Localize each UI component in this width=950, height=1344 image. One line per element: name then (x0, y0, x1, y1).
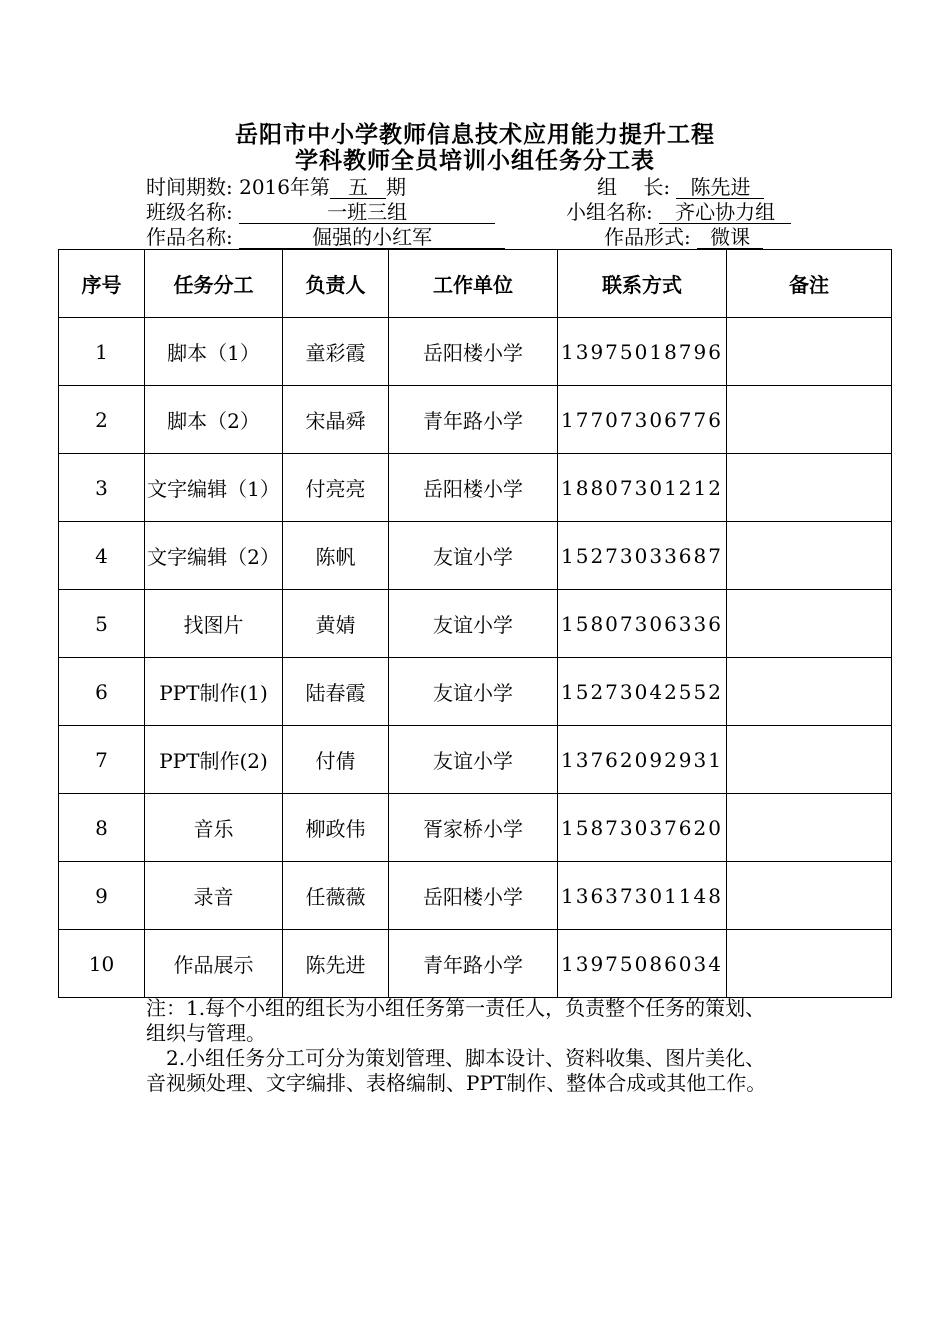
cell-note (727, 522, 892, 590)
cell-person: 陈先进 (283, 930, 389, 998)
cell-unit: 岳阳楼小学 (389, 862, 558, 930)
cell-note (727, 862, 892, 930)
cell-phone: 13975018796 (558, 318, 727, 386)
cell-unit: 青年路小学 (389, 386, 558, 454)
class-value: 一班三组 (239, 202, 495, 224)
period-value: 五 (330, 177, 386, 199)
table-row (59, 658, 892, 726)
table-row (59, 318, 892, 386)
work-value: 倔强的小红军 (239, 227, 505, 249)
cell-unit: 友谊小学 (389, 726, 558, 794)
cell-person: 任薇薇 (283, 862, 389, 930)
cell-no: 7 (59, 726, 145, 794)
cell-unit: 友谊小学 (389, 522, 558, 590)
cell-phone: 13975086034 (558, 930, 727, 998)
cell-note (727, 726, 892, 794)
cell-no: 1 (59, 318, 145, 386)
cell-task: PPT制作(1) (145, 658, 283, 726)
period-suffix: 期 (386, 175, 407, 199)
work-field (146, 225, 505, 249)
leader-label: 组 长: (597, 175, 671, 199)
form-field (604, 225, 763, 249)
cell-task: 作品展示 (145, 930, 283, 998)
cell-phone: 13637301148 (558, 862, 727, 930)
cell-no: 6 (59, 658, 145, 726)
note-line: 2.小组任务分工可分为策划管理、脚本设计、资料收集、图片美化、 (146, 1046, 766, 1070)
cell-person: 付亮亮 (283, 454, 389, 522)
cell-no: 3 (59, 454, 145, 522)
table-row (59, 590, 892, 658)
table-row (59, 862, 892, 930)
cell-task: 找图片 (145, 590, 283, 658)
header-unit: 工作单位 (389, 250, 558, 318)
cell-person: 陆春霞 (283, 658, 389, 726)
cell-phone: 15873037620 (558, 794, 727, 862)
header-person: 负责人 (283, 250, 389, 318)
cell-task: 文字编辑（1） (145, 454, 283, 522)
document-subtitle: 学科教师全员培训小组任务分工表 (295, 147, 655, 174)
table-row (59, 930, 892, 998)
cell-unit: 胥家桥小学 (389, 794, 558, 862)
note-line: 注：1.每个小组的组长为小组任务第一责任人，负责整个任务的策划、 (146, 996, 766, 1020)
cell-task: 录音 (145, 862, 283, 930)
header-no: 序号 (59, 250, 145, 318)
cell-no: 8 (59, 794, 145, 862)
cell-no: 4 (59, 522, 145, 590)
cell-note (727, 454, 892, 522)
cell-phone: 15807306336 (558, 590, 727, 658)
table-row (59, 386, 892, 454)
group-field (566, 200, 791, 224)
leader-value: 陈先进 (676, 177, 764, 199)
cell-phone: 17707306776 (558, 386, 727, 454)
cell-unit: 友谊小学 (389, 590, 558, 658)
cell-task: 文字编辑（2） (145, 522, 283, 590)
cell-no: 2 (59, 386, 145, 454)
cell-person: 陈帆 (283, 522, 389, 590)
cell-person: 宋晶舜 (283, 386, 389, 454)
class-field (146, 200, 495, 224)
table-row (59, 522, 892, 590)
cell-unit: 岳阳楼小学 (389, 318, 558, 386)
table-row (59, 794, 892, 862)
task-table (58, 249, 892, 998)
form-value: 微课 (697, 227, 763, 249)
cell-task: 脚本（1） (145, 318, 283, 386)
table-header-row (59, 250, 892, 318)
cell-phone: 15273033687 (558, 522, 727, 590)
cell-phone: 13762092931 (558, 726, 727, 794)
table-row (59, 726, 892, 794)
cell-unit: 友谊小学 (389, 658, 558, 726)
header-phone: 联系方式 (558, 250, 727, 318)
cell-note (727, 318, 892, 386)
group-label: 小组名称: (566, 200, 653, 224)
table-row (59, 454, 892, 522)
cell-person: 付倩 (283, 726, 389, 794)
cell-phone: 15273042552 (558, 658, 727, 726)
cell-task: 音乐 (145, 794, 283, 862)
leader-field (597, 175, 764, 199)
header-task: 任务分工 (145, 250, 283, 318)
cell-no: 9 (59, 862, 145, 930)
cell-phone: 18807301212 (558, 454, 727, 522)
period-field (146, 175, 406, 199)
cell-unit: 青年路小学 (389, 930, 558, 998)
note-line: 音视频处理、文字编排、表格编制、PPT制作、整体合成或其他工作。 (146, 1071, 767, 1095)
cell-note (727, 590, 892, 658)
cell-note (727, 794, 892, 862)
period-year: 2016年第 (239, 175, 331, 199)
form-label: 作品形式: (604, 225, 691, 249)
cell-no: 5 (59, 590, 145, 658)
cell-no: 10 (59, 930, 145, 998)
cell-unit: 岳阳楼小学 (389, 454, 558, 522)
cell-person: 黄婧 (283, 590, 389, 658)
cell-note (727, 658, 892, 726)
cell-person: 童彩霞 (283, 318, 389, 386)
notes-section (146, 996, 846, 1096)
cell-note (727, 386, 892, 454)
period-label: 时间期数: (146, 175, 233, 199)
cell-person: 柳政伟 (283, 794, 389, 862)
header-note: 备注 (727, 250, 892, 318)
cell-note (727, 930, 892, 998)
document-title: 岳阳市中小学教师信息技术应用能力提升工程 (235, 121, 715, 148)
group-value: 齐心协力组 (659, 202, 791, 224)
class-label: 班级名称: (146, 200, 233, 224)
note-line: 组织与管理。 (146, 1021, 266, 1045)
cell-task: PPT制作(2) (145, 726, 283, 794)
work-label: 作品名称: (146, 225, 233, 249)
cell-task: 脚本（2） (145, 386, 283, 454)
